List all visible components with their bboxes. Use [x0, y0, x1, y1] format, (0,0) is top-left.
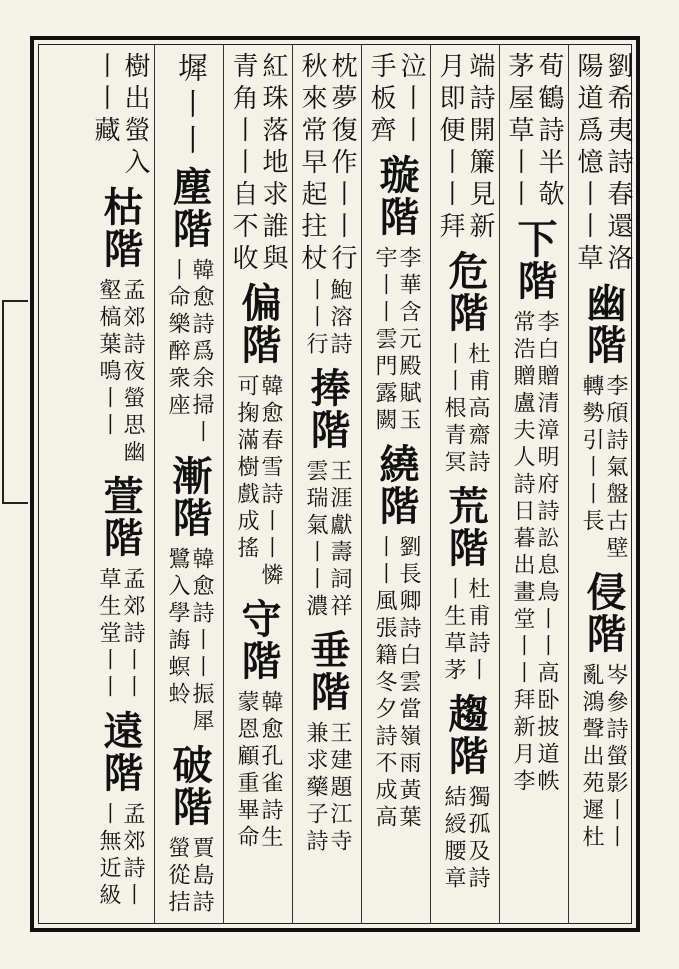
annotation — [304, 721, 350, 856]
text-column — [90, 52, 150, 914]
body-text: 端詩開簾見新 — [465, 52, 495, 244]
text-column — [435, 52, 495, 914]
column-rule — [223, 44, 224, 924]
annotation-line: 獨孤及詩 — [465, 785, 490, 893]
annotation — [97, 802, 143, 910]
annotation — [442, 785, 488, 893]
annotation-line: 岑參詩螢影丨丨 — [603, 663, 628, 852]
annotation-line: 亂鴻聲出苑遲杜 — [579, 663, 604, 852]
entry-heading: 危階 — [442, 250, 489, 334]
annotation-line: 螢從拮 — [165, 836, 190, 917]
annotation-line: 丨生草茅 — [441, 577, 466, 685]
annotation — [166, 258, 212, 447]
annotation-line: 丨丨行 — [303, 278, 328, 359]
annotation-line: 李華含元殿賦玉 — [396, 246, 421, 435]
entry-heading: 繞階 — [373, 443, 420, 527]
margin-tab — [2, 300, 28, 504]
annotation-line: 可掬滿樹戲成搖 — [234, 374, 259, 563]
annotation — [373, 246, 419, 435]
body-text: 手板齊 — [366, 52, 396, 148]
annotation-line: 劉長卿詩白雲當嶺雨黃葉 — [396, 535, 421, 832]
column-rule — [430, 44, 431, 924]
annotation-line: 韓愈春雪詩丨丨憐 — [258, 374, 283, 590]
entry-heading: 下階 — [511, 218, 558, 302]
body-text: 茅屋草丨丨 — [504, 52, 534, 212]
annotation-line: 李白贈清漳明府詩訟息鳥丨丨高卧披道帙 — [534, 310, 559, 796]
annotation-line: 杜甫詩丨 — [465, 577, 490, 685]
entry-heading: 荒階 — [442, 485, 489, 569]
body-text: 荀鶴詩半欹 — [534, 52, 564, 212]
annotation-line: 轉勢引丨丨長 — [579, 374, 604, 536]
annotation-line: 王建題江寺 — [327, 721, 352, 856]
annotation-line: 宇丨丨雲門露闕 — [372, 246, 397, 435]
body-text-pair — [299, 52, 355, 276]
body-text: 劉希夷詩春還洛 — [603, 52, 633, 276]
annotation-line: 結綬腰章 — [441, 785, 466, 893]
body-text-pair — [368, 52, 424, 148]
annotation — [97, 278, 143, 467]
annotation-line: 常浩贈盧夫人詩日暮出畫堂丨丨拜新月李 — [510, 310, 535, 796]
body-text: 枕夢復作丨丨行 — [327, 52, 357, 276]
annotation-line: 韓愈詩爲余掃丨 — [189, 258, 214, 447]
annotation-line: 兼求藥子詩 — [303, 721, 328, 856]
annotation-line: 壑槁葉鳴丨丨 — [96, 278, 121, 440]
annotation-line: 李頎詩氣盤古壁 — [603, 374, 628, 563]
annotation — [580, 374, 626, 563]
annotation-line: 草生堂丨丨 — [96, 567, 121, 702]
body-text: 丨丨藏 — [90, 52, 120, 148]
entry-heading: 侵階 — [580, 571, 627, 655]
entry-heading: 塵階 — [166, 166, 213, 250]
column-rule — [568, 44, 569, 924]
annotation-line: 雲瑞氣丨丨濃 — [303, 459, 328, 621]
column-rule — [499, 44, 500, 924]
annotation-line: 丨無近級 — [96, 802, 121, 910]
body-text: 秋來常早起拄杖 — [297, 52, 327, 276]
annotation — [235, 690, 281, 852]
body-text: 泣丨丨 — [396, 52, 426, 148]
annotation — [166, 836, 212, 917]
body-text: 紅珠落地求誰與 — [258, 52, 288, 276]
body-text: 陽道爲憶丨丨草 — [573, 52, 603, 276]
text-column — [573, 52, 633, 914]
column-rule — [361, 44, 362, 924]
column-rule — [154, 44, 155, 924]
entry-heading: 枯階 — [97, 186, 144, 270]
entry-heading: 守階 — [235, 598, 282, 682]
annotation — [166, 547, 212, 736]
annotation-line: 賈島詩 — [189, 836, 214, 917]
annotation-line: 丨丨風張籍冬夕詩不成高 — [372, 535, 397, 832]
entry-heading: 捧階 — [304, 367, 351, 451]
annotation-line: 韓愈詩丨丨振犀 — [189, 547, 214, 736]
annotation — [373, 535, 419, 832]
entry-heading: 破階 — [166, 744, 213, 828]
body-text-pair — [92, 52, 148, 180]
body-text-pair — [575, 52, 631, 276]
annotation — [97, 567, 143, 702]
annotation-line: 鮑溶詩 — [327, 278, 352, 359]
text-column — [366, 52, 426, 914]
entry-heading: 幽階 — [580, 282, 627, 366]
entry-heading: 趨階 — [442, 693, 489, 777]
entry-heading: 遠階 — [97, 710, 144, 794]
annotation-line: 丨命樂醉衆座 — [165, 258, 190, 420]
text-column — [164, 52, 214, 917]
body-text: 樹出螢入 — [120, 52, 150, 180]
body-text-pair — [230, 52, 286, 276]
annotation — [580, 663, 626, 852]
annotation — [442, 342, 488, 477]
annotation-line: 孟郊詩丨丨 — [120, 567, 145, 702]
annotation-line: 杜甫高齋詩 — [465, 342, 490, 477]
entry-heading: 萱階 — [97, 475, 144, 559]
annotation — [235, 374, 281, 590]
body-text-pair — [506, 52, 562, 212]
annotation-line: 孟郊詩夜螢思幽 — [120, 278, 145, 467]
body-text: 青角丨丨自不收 — [228, 52, 258, 276]
entry-heading: 垂階 — [304, 629, 351, 713]
annotation-line: 蒙恩顧重畢命 — [234, 690, 259, 852]
annotation — [304, 459, 350, 621]
annotation-line: 王涯獻壽詞祥 — [327, 459, 352, 621]
entry-heading: 漸階 — [166, 455, 213, 539]
body-text: 月即便丨丨拜 — [435, 52, 465, 244]
annotation-line: 鷺入學誨螟蛉 — [165, 547, 190, 709]
body-text: 墀丨丨 — [172, 52, 207, 160]
entry-heading: 璇階 — [373, 154, 420, 238]
text-column — [504, 52, 564, 914]
annotation-line: 丨丨根青冥 — [441, 342, 466, 477]
annotation — [304, 278, 350, 359]
text-column — [228, 52, 288, 914]
annotation-line: 韓愈孔雀詩生 — [258, 690, 283, 852]
body-text-pair — [437, 52, 493, 244]
annotation — [442, 577, 488, 685]
annotation-line: 孟郊詩丨 — [120, 802, 145, 910]
entry-heading: 偏階 — [235, 282, 282, 366]
column-rule — [292, 44, 293, 924]
text-column — [297, 52, 357, 914]
annotation — [511, 310, 557, 796]
